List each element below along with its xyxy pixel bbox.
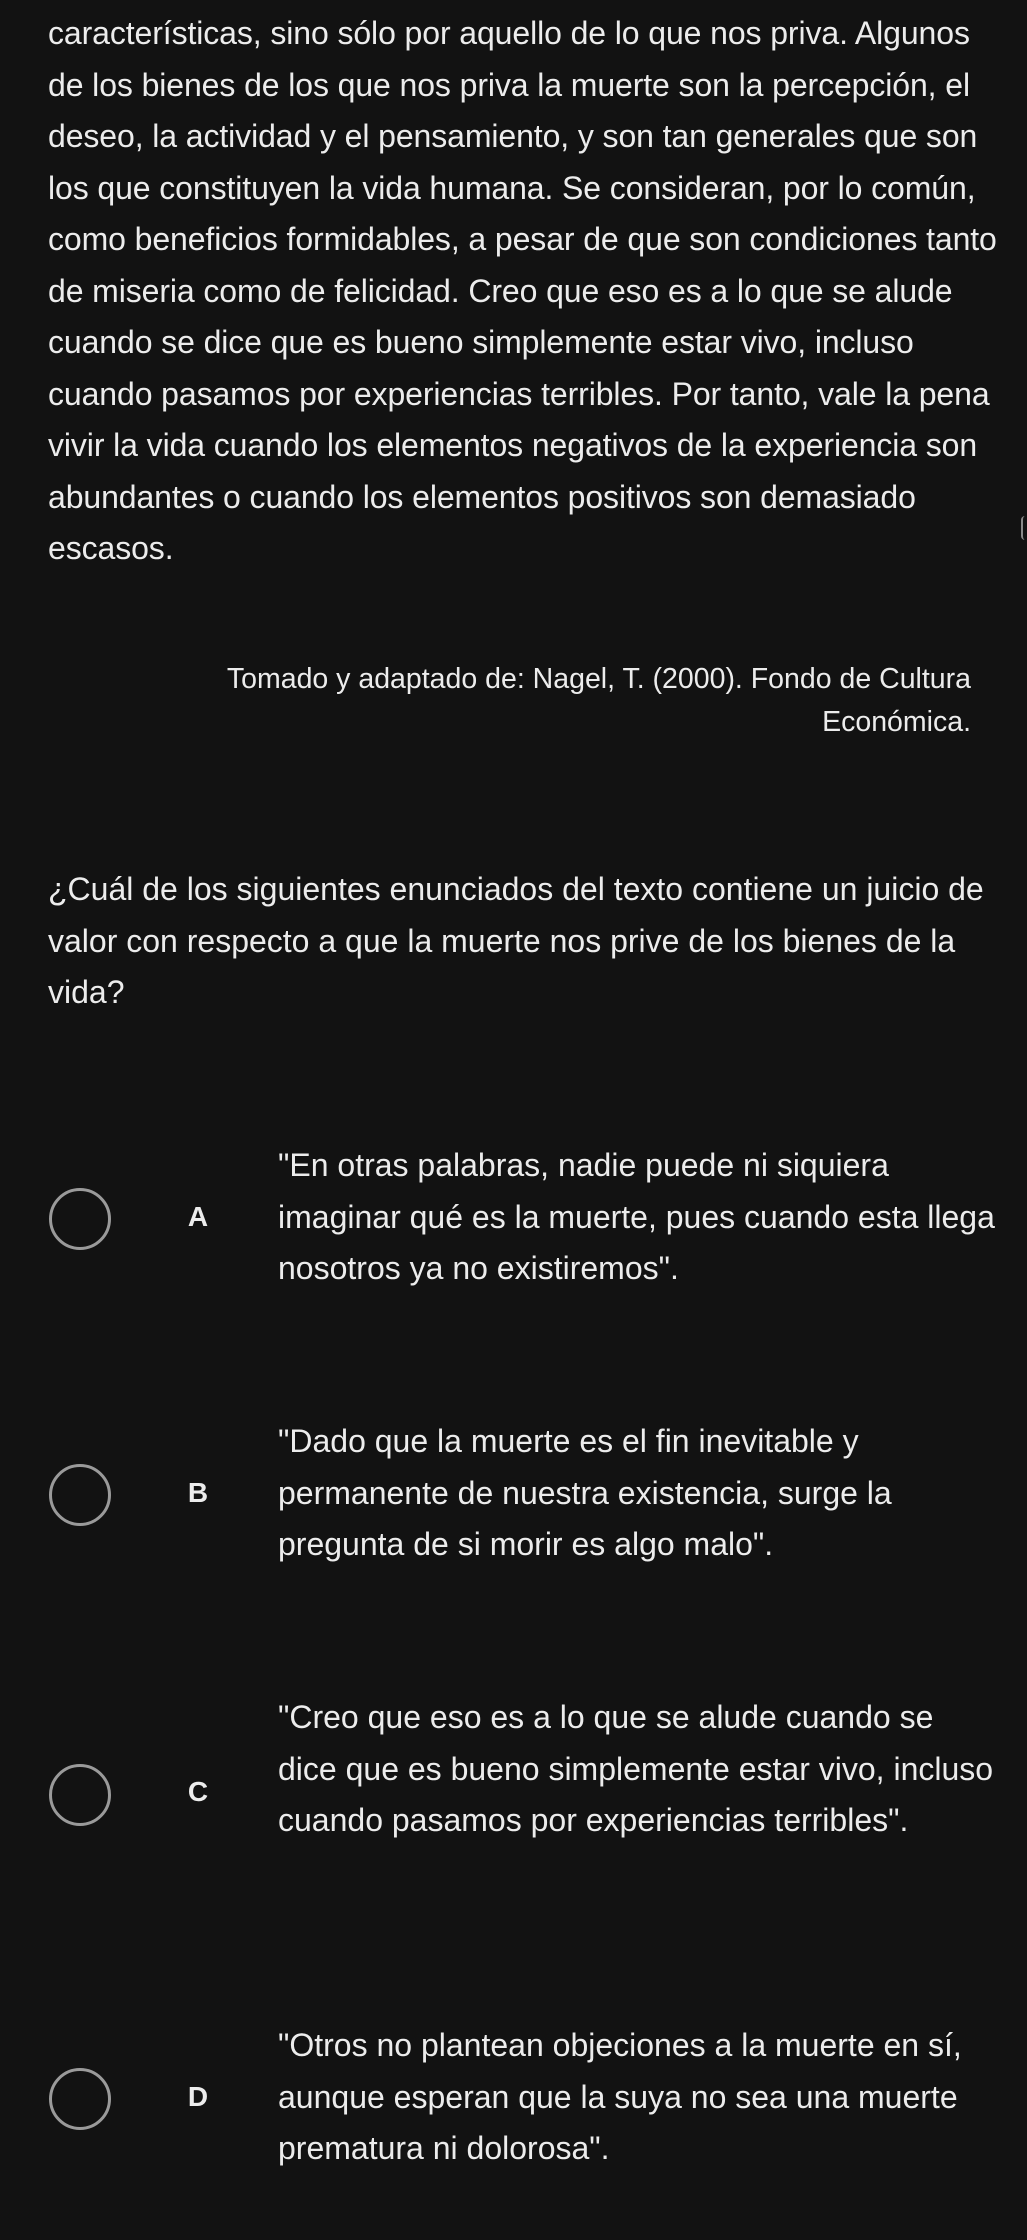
option-text-b[interactable]: "Dado que la muerte es el fin inevitable y permanente de nuestra existencia, surge la pregunta de si morir es algo malo". bbox=[278, 1423, 892, 1562]
passage-citation: Tomado y adaptado de: Nagel, T. (2000). Fondo de Cultura Económica. bbox=[226, 663, 971, 738]
option-d[interactable] bbox=[0, 2020, 1027, 2190]
option-c[interactable] bbox=[0, 1692, 1027, 1862]
radio-button-d[interactable] bbox=[49, 2068, 111, 2130]
question-prompt: ¿Cuál de los siguientes enunciados del texto contiene un juicio de valor con respecto a que la muerte nos prive de los bienes de la vida? bbox=[48, 871, 984, 1010]
option-text-d[interactable]: "Otros no plantean objeciones a la muerte en sí, aunque esperan que la suya no sea una muerte prematura ni dolorosa". bbox=[278, 2027, 962, 2166]
option-text-a[interactable]: "En otras palabras, nadie puede ni siquiera imaginar qué es la muerte, pues cuando esta llega nosotros ya no existiremos". bbox=[278, 1147, 995, 1286]
option-letter-b: B bbox=[187, 1477, 209, 1508]
option-letter-c: C bbox=[187, 1776, 209, 1807]
option-text-c[interactable]: "Creo que eso es a lo que se alude cuando se dice que es bueno simplemente estar vivo, incluso cuando pasamos por experiencias terribles". bbox=[278, 1699, 994, 1838]
radio-button-c[interactable] bbox=[49, 1764, 111, 1826]
radio-button-b[interactable] bbox=[49, 1464, 111, 1526]
option-letter-d: D bbox=[187, 2081, 209, 2112]
radio-button-a[interactable] bbox=[49, 1188, 111, 1250]
option-letter-a: A bbox=[187, 1201, 209, 1232]
scrollbar-indicator[interactable] bbox=[1021, 516, 1027, 540]
option-a[interactable] bbox=[0, 1140, 1027, 1310]
reading-passage: características, sino sólo por aquello de lo que nos priva. Algunos de los bienes de los que nos priva la muerte son la percepción, el deseo, la actividad y el pensamiento, y son tan generales que son los que constituyen la vida humana. Se consideran, por lo común, como beneficios formidables, a pesar de que son condiciones tanto de miseria como de felicidad. Creo que eso es a lo que se alude cuando se dice que es bueno simplemente estar vivo, incluso cuando pasamos por experiencias terribles. Por tanto, vale la pena vivir la vida cuando los elementos negativos de la experiencia son abundantes o cuando los elementos positivos son demasiado escasos. bbox=[48, 15, 997, 566]
option-b[interactable] bbox=[0, 1416, 1027, 1586]
